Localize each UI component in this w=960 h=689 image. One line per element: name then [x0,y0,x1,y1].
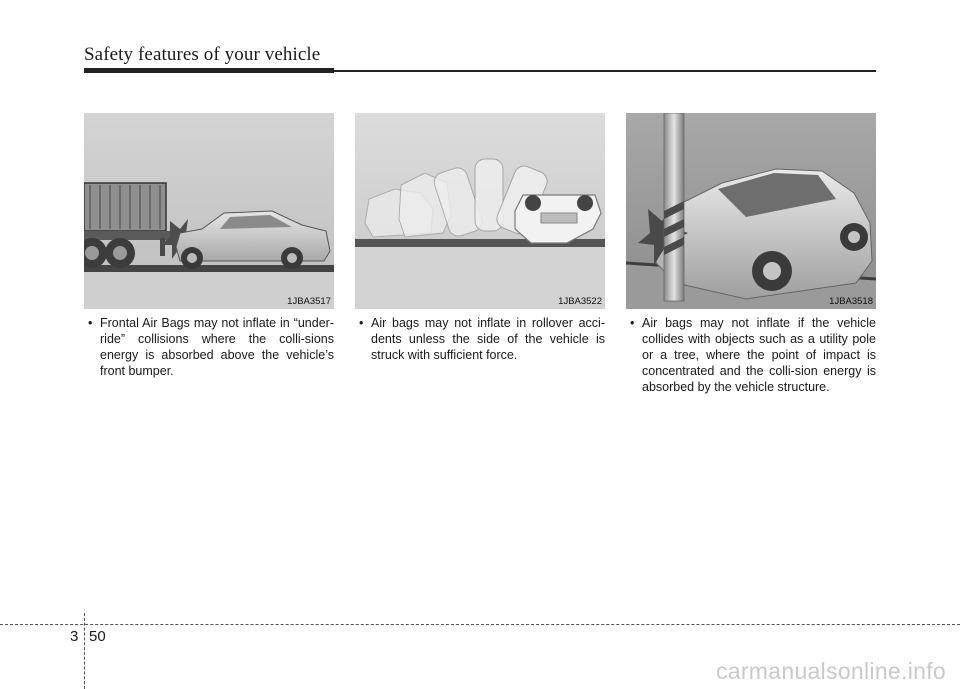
footer-rule [0,624,960,625]
chapter-number: 3 [70,628,79,645]
illustration-rollover [355,113,605,309]
bullet-text: Air bags may not inflate in rollover acci-dents unless the side of the vehicle is struck with sufficient force. [371,316,605,362]
figure-code: 1JBA3522 [558,296,602,307]
bullet-icon: • [88,316,93,330]
bullet-item [355,315,605,363]
watermark: carmanualsonline.info [715,658,946,684]
figure-code: 1JBA3517 [287,296,331,307]
bullet-text: Frontal Air Bags may not inflate in “under-ride” collisions where the colli-sions energy is absorbed above the vehicle’s front bumper. [100,316,334,378]
figure-code: 1JBA3518 [829,296,873,307]
page-number: 50 [89,628,106,645]
illustration-pole-collision [626,113,876,309]
bullet-text: Air bags may not inflate if the vehicle collides with objects such as a utility pole or a tree, where the point of impact is concentrated and the colli-sion energy is absorbed by the vehicle structure. [642,316,876,394]
bullet-icon: • [630,316,635,330]
bullet-item [84,315,334,379]
bullet-item [626,315,876,395]
footer-divider [84,613,85,689]
bullet-icon: • [359,316,364,330]
header-rule [84,68,876,73]
page-header-title: Safety features of your vehicle [84,44,321,65]
illustration-under-ride [84,113,334,309]
